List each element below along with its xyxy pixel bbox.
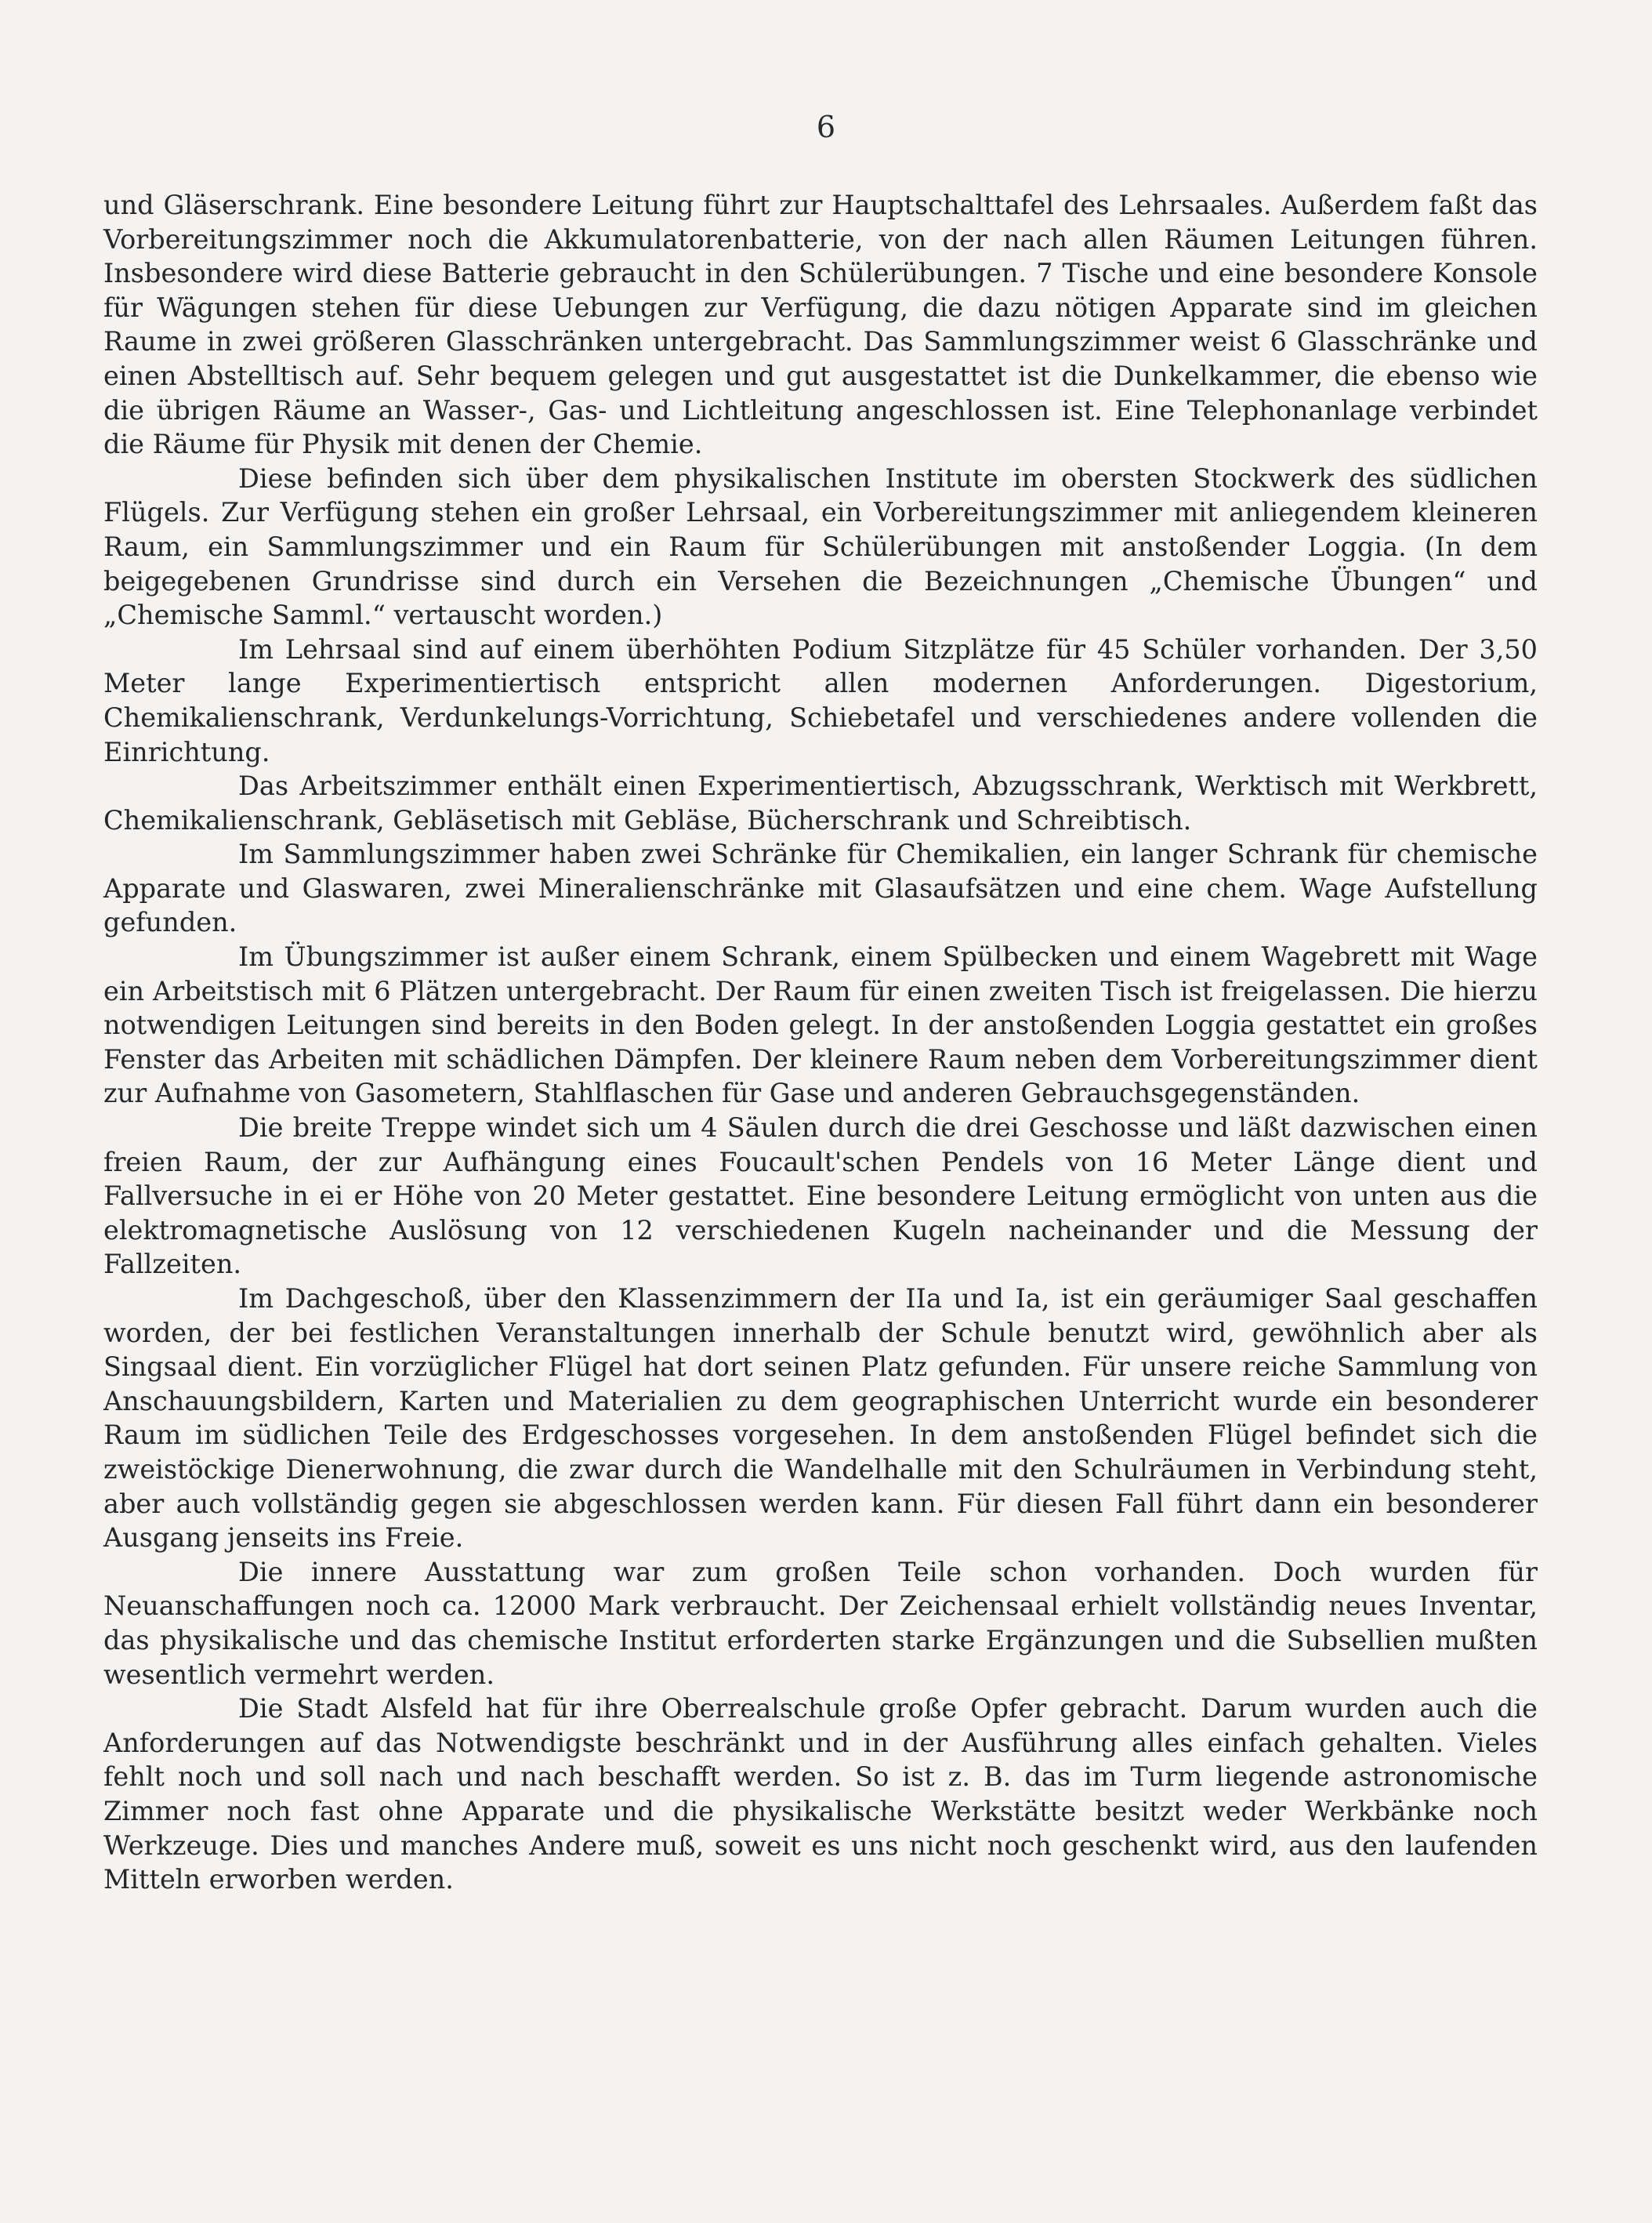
paragraph: Die breite Treppe windet sich um 4 Säulen durch die drei Geschosse und läßt dazwischen einen freien Raum, der zur Aufhängung eines Foucault'schen Pendels von 16 Meter Länge dient und Fallversuche in ei er Höhe von 20 Meter gestattet. Eine besondere Leitung ermöglicht von unten aus die elektromagnetische Auslösung von 12 verschiedenen Kugeln nacheinander und die Messung der Fallzeiten. [103,1112,1538,1280]
paragraph: Die Stadt Alsfeld hat für ihre Oberrealschule große Opfer gebracht. Darum wurden auch die Anforderungen auf das Notwendigste beschränkt und in der Ausführung alles einfach gehalten. Vieles fehlt noch und soll nach und nach beschafft werden. So ist z. B. das im Turm liegende astronomische Zimmer noch fast ohne Apparate und die physikalische Werkstätte besitzt weder Werkbänke noch Werkzeuge. Dies und manches Andere muß, soweit es uns nicht noch geschenkt wird, aus den laufenden Mitteln erworben werden. [103,1693,1538,1895]
paragraph: Im Dachgeschoß, über den Klassenzimmern der IIa und Ia, ist ein geräumiger Saal geschaffen worden, der bei festlichen Veranstaltungen innerhalb der Schule benutzt wird, gewöhnlich aber als Singsaal dient. Ein vorzüglicher Flügel hat dort seinen Platz gefunden. Für unsere reiche Sammlung von Anschauungsbildern, Karten und Materialien zu dem geographischen Unterricht wurde ein besonderer Raum im südlichen Teile des Erdgeschosses vorgesehen. In dem anstoßenden Flügel befindet sich die zweistöckige Dienerwohnung, die zwar durch die Wandelhalle mit den Schulräumen in Verbindung steht, aber auch vollständig gegen sie abgeschlossen werden kann. Für diesen Fall führt dann ein besonderer Ausgang jenseits ins Freie. [103,1283,1538,1554]
paragraph: Im Übungszimmer ist außer einem Schrank, einem Spülbecken und einem Wagebrett mit Wage ein Arbeitstisch mit 6 Plätzen untergebracht. Der Raum für einen zweiten Tisch ist freigelassen. Die hierzu notwendigen Leitungen sind bereits in den Boden gelegt. In der anstoßenden Loggia gestattet ein großes Fenster das Arbeiten mit schädlichen Dämpfen. Der kleinere Raum neben dem Vorbereitungszimmer dient zur Aufnahme von Gasometern, Stahlflaschen für Gase und anderen Gebrauchsgegenständen. [103,941,1538,1109]
paragraph: Das Arbeitszimmer enthält einen Experimentiertisch, Abzugsschrank, Werktisch mit Werkbrett, Chemikalienschrank, Gebläsetisch mit Gebläse, Bücherschrank und Schreibtisch. [103,771,1538,836]
paragraph: Im Sammlungszimmer haben zwei Schränke für Chemikalien, ein langer Schrank für chemische Apparate und Glaswaren, zwei Mineralienschränke mit Glasaufsätzen und eine chem. Wage Aufstellung gefunden. [103,839,1538,938]
paragraph: Im Lehrsaal sind auf einem überhöhten Podium Sitzplätze für 45 Schüler vorhanden. Der 3,50 Meter lange Experimentiertisch entspricht allen modernen Anforderungen. Digestorium, Chemikalienschrank, Verdunkelungs-Vorrichtung, Schiebetafel und verschiedenes andere vollenden die Einrichtung. [103,633,1538,767]
paragraph: Diese befinden sich über dem physikalischen Institute im obersten Stockwerk des südlichen Flügels. Zur Verfügung stehen ein großer Lehrsaal, ein Vorbereitungszimmer mit anliegendem kleineren Raum, ein Sammlungszimmer und ein Raum für Schülerübungen mit anstoßender Loggia. (In dem beigegebenen Grundrisse sind durch ein Versehen die Bezeichnungen „Chemische Übungen“ und „Chemische Samml.“ vertauscht worden.) [103,462,1538,631]
page-number: 6 [816,110,836,144]
paragraph: und Gläserschrank. Eine besondere Leitung führt zur Hauptschalttafel des Lehrsaales. Außerdem faßt das Vorbereitungszimmer noch die Akkumulatorenbatterie, von der nach allen Räumen Leitungen führen. Insbesondere wird diese Batterie gebraucht in den Schülerübungen. 7 Tische und eine besondere Konsole für Wägungen stehen für diese Uebungen zur Verfügung, die dazu nötigen Apparate sind im gleichen Raume in zwei größeren Glasschränken untergebracht. Das Sammlungszimmer weist 6 Glasschränke und einen Abstelltisch auf. Sehr bequem gelegen und gut ausgestattet ist die Dunkelkammer, die ebenso wie die übrigen Räume an Wasser-, Gas- und Lichtleitung angeschlossen ist. Eine Telephonanlage verbindet die Räume für Physik mit denen der Chemie. [103,190,1538,460]
paragraph: Die innere Ausstattung war zum großen Teile schon vorhanden. Doch wurden für Neuanschaffungen noch ca. 12000 Mark verbraucht. Der Zeichensaal erhielt vollständig neues Inventar, das physikalische und das chemische Institut erforderten starke Ergänzungen und die Subsellien mußten wesentlich vermehrt werden. [103,1556,1538,1690]
body-text [103,188,1538,1897]
